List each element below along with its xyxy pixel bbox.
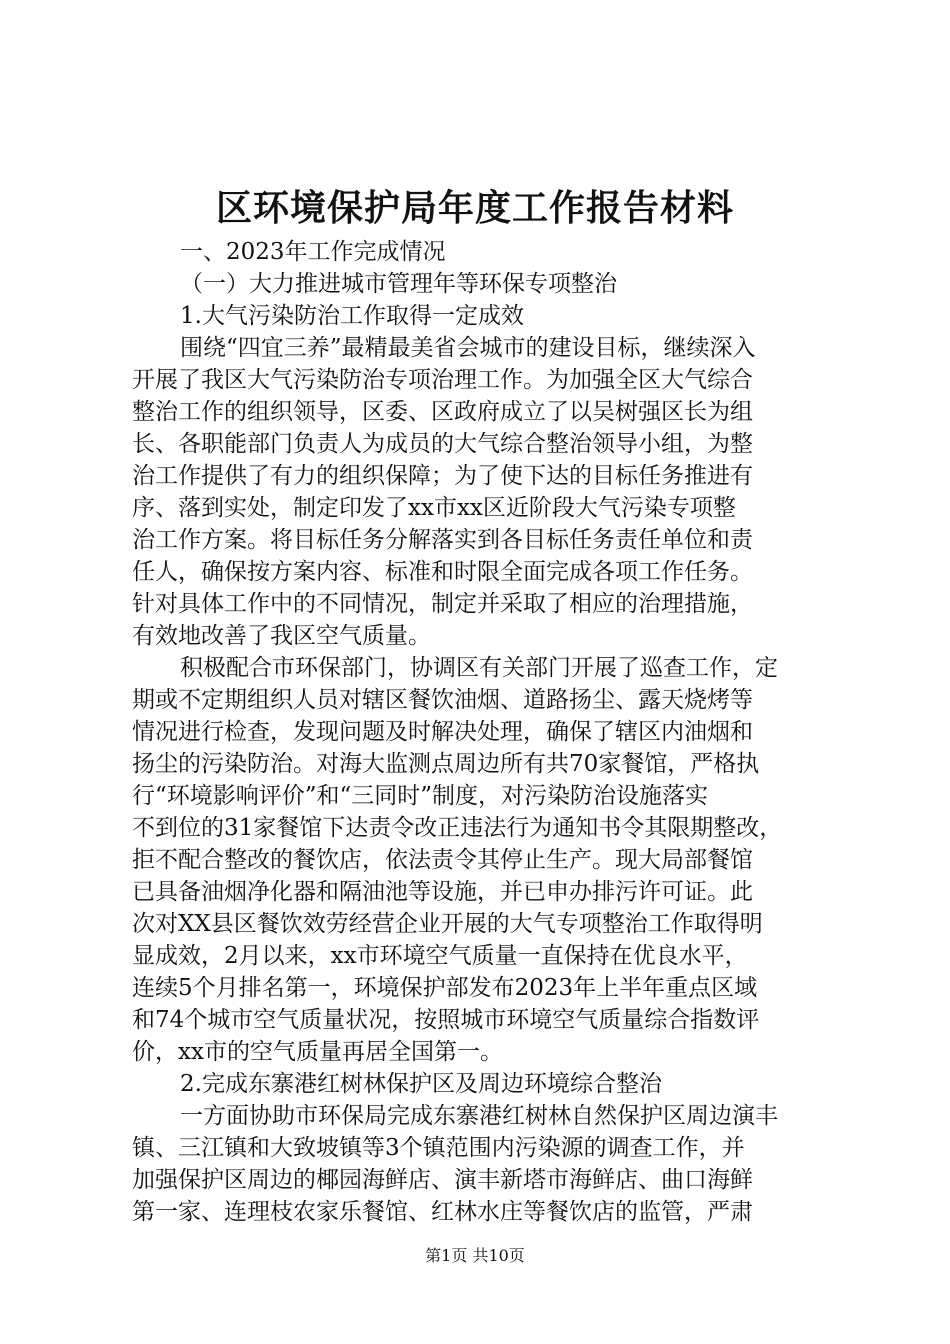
paragraph-line: 不到位的31家餐馆下达责令改正违法行为通知书令其限期整改， bbox=[132, 815, 783, 841]
paragraph-line: 行“环境影响评价”和“三同时”制度，对污染防治设施落实 bbox=[132, 783, 709, 809]
paragraph-line: 扬尘的污染防治。对海大监测点周边所有共70家餐馆，严格执 bbox=[132, 751, 760, 777]
paragraph-line: 序、落到实处，制定印发了xx市xx区近阶段大气污染专项整 bbox=[132, 495, 736, 521]
paragraph-line: 第一家、连理枝农家乐餐馆、红林水庄等餐饮店的监管，严肃 bbox=[132, 1199, 753, 1225]
paragraph-line: 镇、三江镇和大致坡镇等3个镇范围内污染源的调查工作，并 bbox=[132, 1135, 745, 1161]
page-number: 第1页 共10页 bbox=[425, 1246, 525, 1265]
paragraph-line: 长、各职能部门负责人为成员的大气综合整治领导小组，为整 bbox=[132, 431, 753, 457]
paragraph-line: 和74个城市空气质量状况，按照城市环境空气质量综合指数评 bbox=[132, 1007, 760, 1033]
paragraph-line: 情况进行检查，发现问题及时解决处理，确保了辖区内油烟和 bbox=[132, 719, 753, 745]
subsection-heading: （一）大力推进城市管理年等环保专项整治 bbox=[180, 271, 617, 297]
paragraph-line: 次对XX县区餐饮效劳经营企业开展的大气专项整治工作取得明 bbox=[132, 911, 763, 937]
paragraph-line: 价，xx市的空气质量再居全国第一。 bbox=[132, 1039, 503, 1065]
paragraph-line: 拒不配合整改的餐饮店，依法责令其停止生产。现大局部餐馆 bbox=[132, 847, 753, 873]
document-title: 区环境保护局年度工作报告材料 bbox=[215, 187, 734, 229]
paragraph-line: 已具备油烟净化器和隔油池等设施，并已申办排污许可证。此 bbox=[132, 879, 753, 905]
paragraph-line: 积极配合市环保部门，协调区有关部门开展了巡查工作，定 bbox=[180, 655, 778, 681]
paragraph-line: 加强保护区周边的椰园海鲜店、演丰新塔市海鲜店、曲口海鲜 bbox=[132, 1167, 753, 1193]
paragraph-line: 治工作提供了有力的组织保障；为了使下达的目标任务推进有 bbox=[132, 463, 753, 489]
paragraph-line: 针对具体工作中的不同情况，制定并采取了相应的治理措施， bbox=[132, 591, 753, 617]
paragraph-line: 开展了我区大气污染防治专项治理工作。为加强全区大气综合 bbox=[132, 367, 753, 393]
paragraph-line: 一方面协助市环保局完成东寨港红树林自然保护区周边演丰 bbox=[180, 1103, 778, 1129]
section-heading: 一、2023年工作完成情况 bbox=[180, 239, 446, 265]
item-heading: 2.完成东寨港红树林保护区及周边环境综合整治 bbox=[180, 1071, 662, 1097]
paragraph-line: 任人，确保按方案内容、标准和时限全面完成各项工作任务。 bbox=[132, 559, 753, 585]
paragraph-line: 连续5个月排名第一，环境保护部发布2023年上半年重点区域 bbox=[132, 975, 758, 1001]
paragraph-line: 整治工作的组织领导，区委、区政府成立了以吴树强区长为组 bbox=[132, 399, 753, 425]
document-body bbox=[132, 236, 832, 1228]
paragraph-line: 显成效，2月以来，xx市环境空气质量一直保持在优良水平， bbox=[132, 943, 748, 969]
paragraph-line: 围绕“四宜三养”最精最美省会城市的建设目标，继续深入 bbox=[180, 335, 756, 361]
item-heading: 1.大气污染防治工作取得一定成效 bbox=[180, 303, 524, 329]
paragraph-line: 治工作方案。将目标任务分解落实到各目标任务责任单位和责 bbox=[132, 527, 753, 553]
paragraph-line: 有效地改善了我区空气质量。 bbox=[132, 623, 431, 649]
paragraph-line: 期或不定期组织人员对辖区餐饮油烟、道路扬尘、露天烧烤等 bbox=[132, 687, 753, 713]
